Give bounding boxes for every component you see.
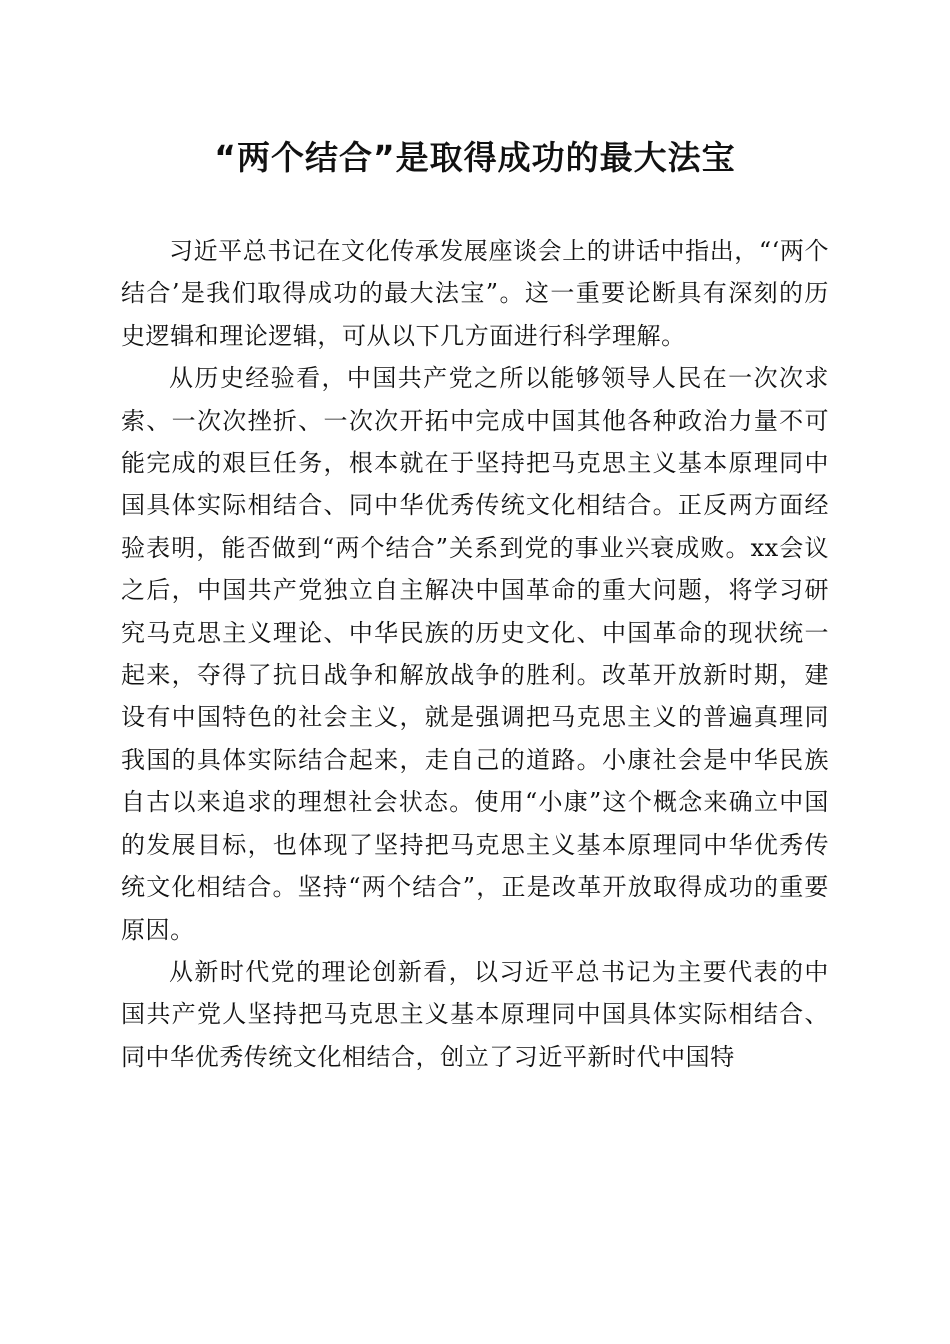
paragraph-intro: 习近平总书记在文化传承发展座谈会上的讲话中指出，“‘两个结合’是我们取得成功的最大法宝”。这一重要论断具有深刻的历史逻辑和理论逻辑，可从以下几方面进行科学理解。 [121, 237, 829, 350]
document-body [121, 230, 829, 1078]
paragraph-theoretical-innovation: 从新时代党的理论创新看，以习近平总书记为主要代表的中国共产党人坚持把马克思主义基本原理同中国具体实际相结合、同中华优秀传统文化相结合，创立了习近平新时代中国特 [121, 957, 829, 1071]
document-title: “两个结合”是取得成功的最大法宝 [214, 138, 736, 177]
paragraph-historical-experience: 从历史经验看，中国共产党之所以能够领导人民在一次次求索、一次次挫折、一次次开拓中完成中国其他各种政治力量不可能完成的艰巨任务，根本就在于坚持把马克思主义基本原理同中国具体实际相结合、同中华优秀传统文化相结合。正反两方面经验表明，能否做到“两个结合”关系到党的事业兴衰成败。xx会议之后，中国共产党独立自主解决中国革命的重大问题，将学习研究马克思主义理论、中华民族的历史文化、中国革命的现状统一起来，夺得了抗日战争和解放战争的胜利。改革开放新时期，建设有中国特色的社会主义，就是强调把马克思主义的普遍真理同我国的具体实际结合起来，走自己的道路。小康社会是中华民族自古以来追求的理想社会状态。使用“小康”这个概念来确立中国的发展目标，也体现了坚持把马克思主义基本原理同中华优秀传统文化相结合。坚持“两个结合”，正是改革开放取得成功的重要原因。 [121, 364, 829, 944]
